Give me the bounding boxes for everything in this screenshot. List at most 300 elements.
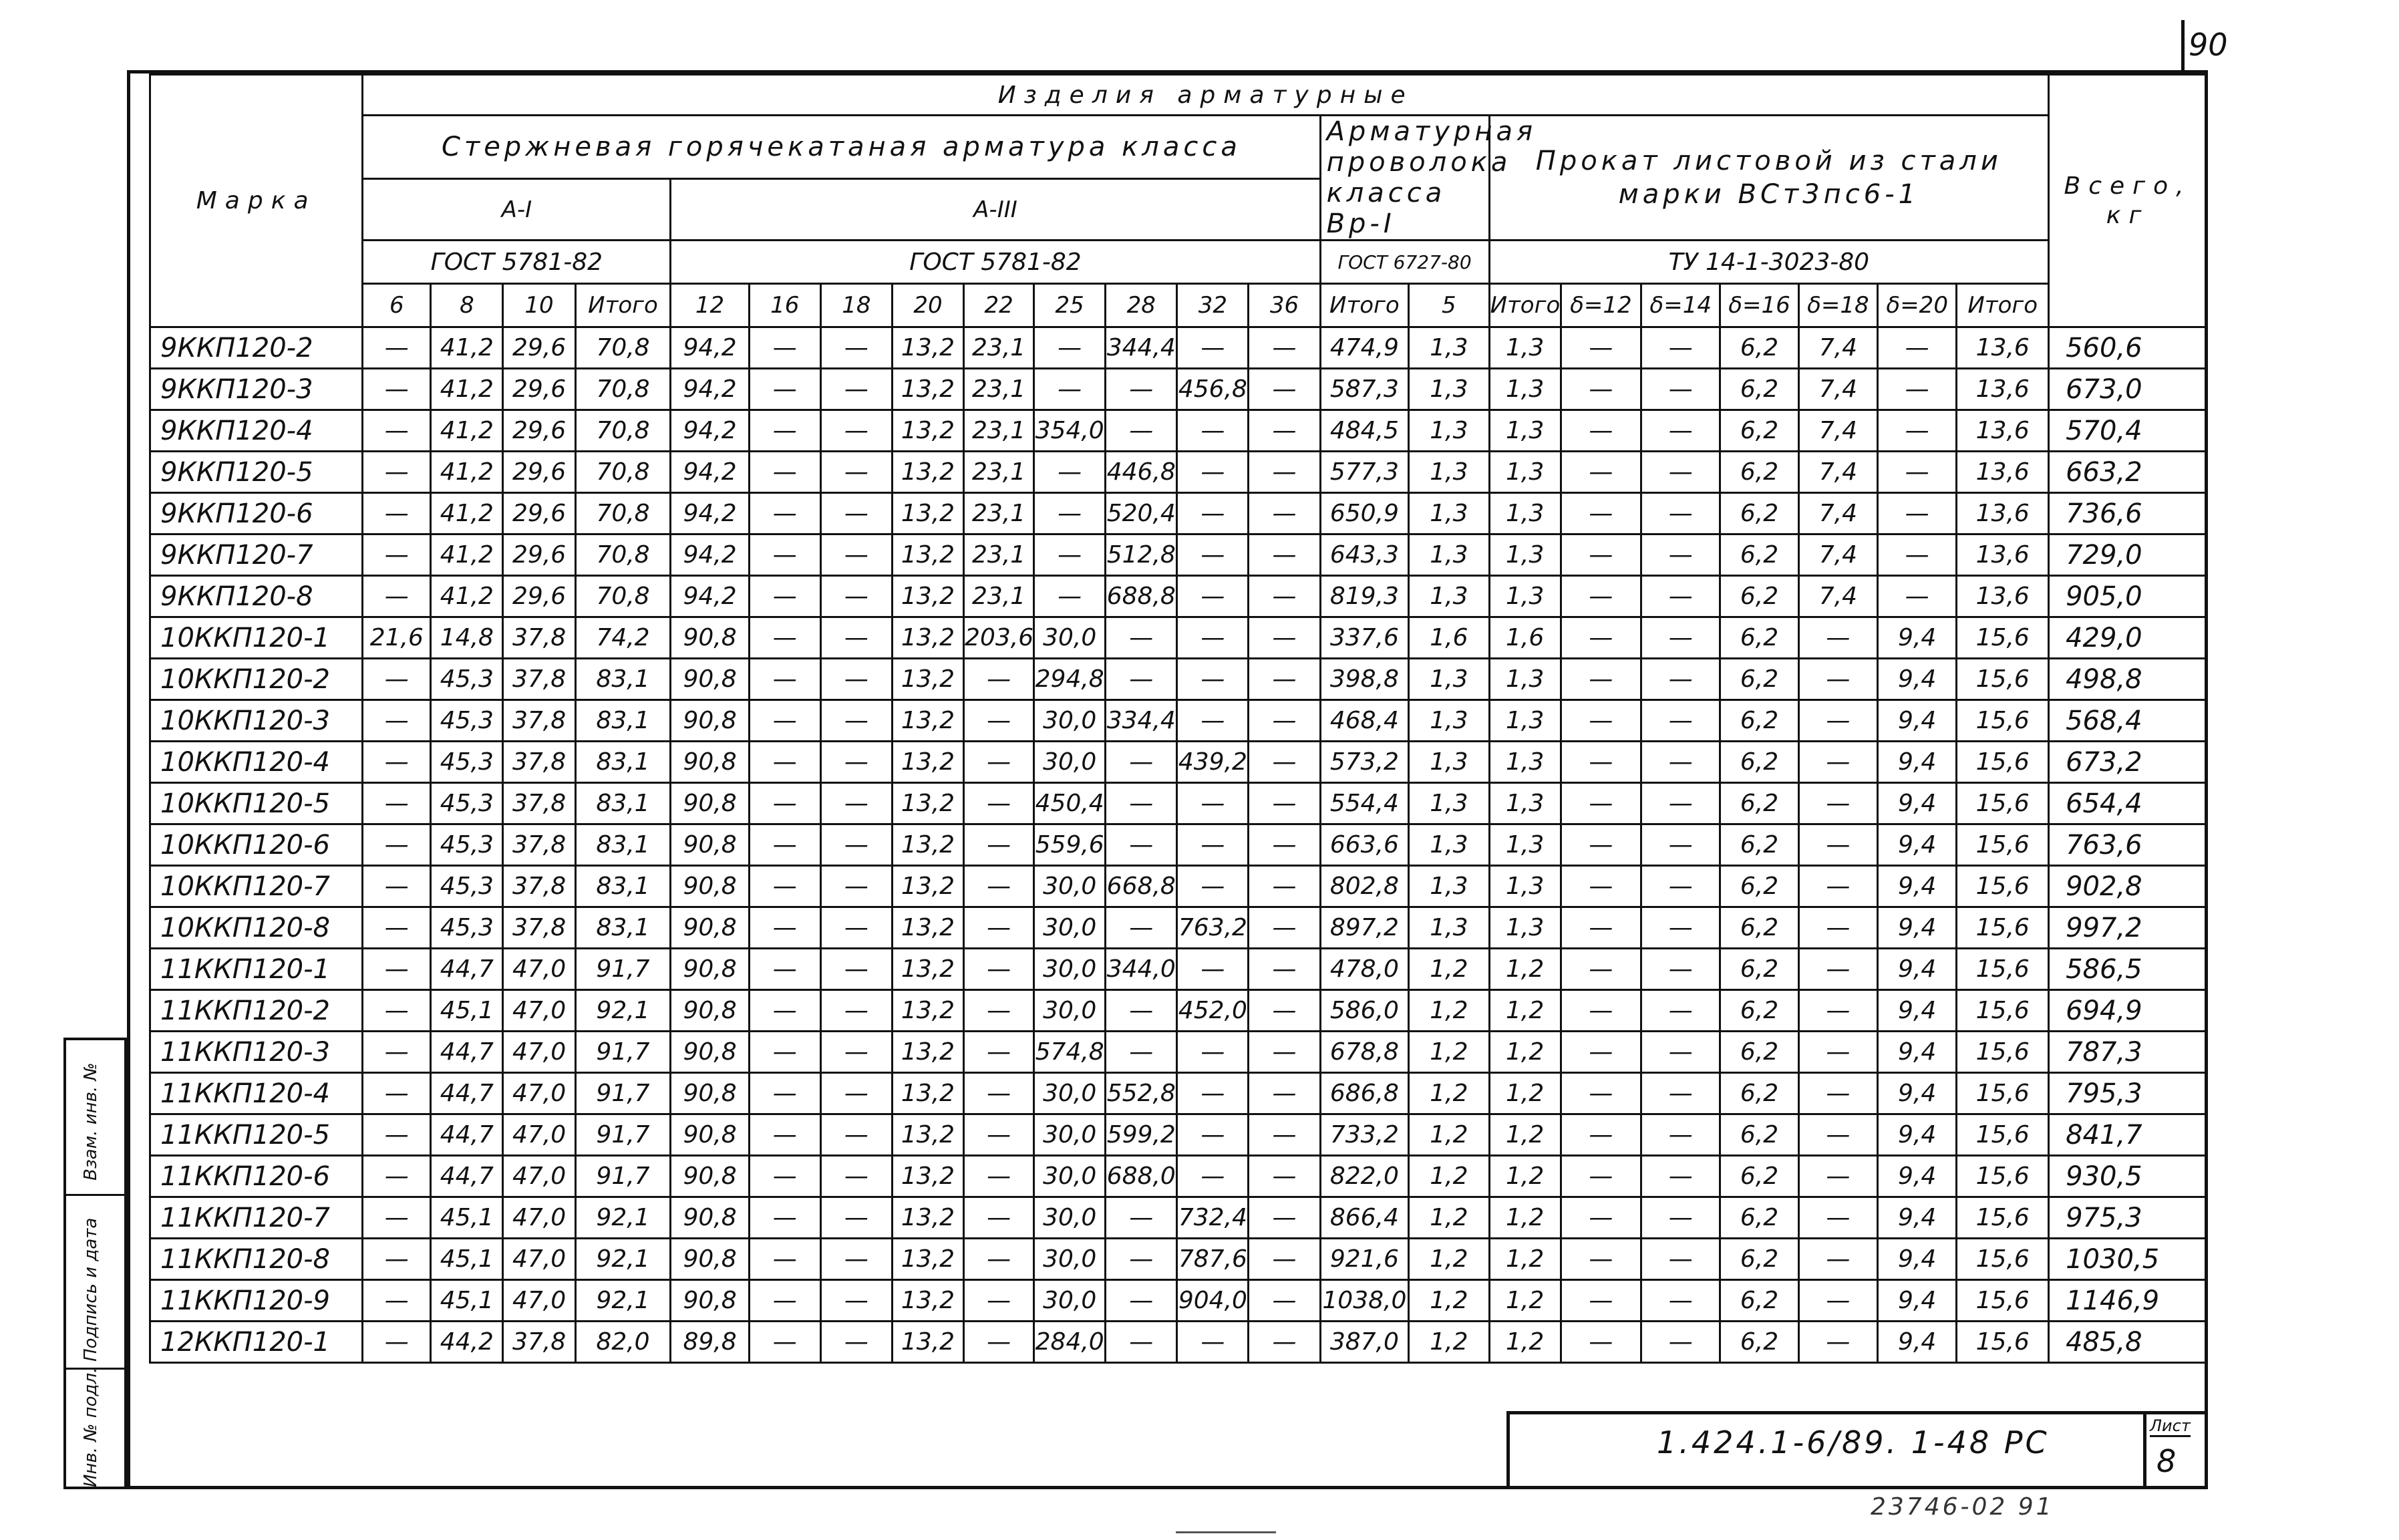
value-cell: — (1249, 866, 1320, 907)
value-cell: — (1878, 576, 1957, 617)
side-label-inv: Инв. № подл. (81, 1367, 101, 1487)
value-cell: 45,1 (431, 1197, 503, 1239)
mark-cell: 9ККП120-7 (150, 534, 363, 576)
value-cell: 663,6 (1320, 824, 1409, 866)
value-cell: 21,6 (363, 617, 431, 659)
value-cell: — (1249, 1239, 1320, 1280)
value-cell: 1,3 (1409, 452, 1489, 493)
value-cell: 688,0 (1106, 1156, 1177, 1197)
value-cell: 650,9 (1320, 493, 1409, 534)
value-cell: 91,7 (575, 949, 671, 990)
value-cell: — (820, 369, 892, 410)
value-cell: 92,1 (575, 990, 671, 1032)
value-cell: — (749, 1114, 820, 1156)
value-cell: — (1641, 866, 1720, 907)
value-cell: 23,1 (964, 410, 1034, 452)
value-cell: 732,4 (1177, 1197, 1249, 1239)
value-cell: — (1249, 700, 1320, 742)
value-cell: 37,8 (503, 1322, 575, 1363)
value-cell: — (964, 700, 1034, 742)
value-cell: 1,6 (1489, 617, 1561, 659)
value-cell: 643,3 (1320, 534, 1409, 576)
value-cell: — (363, 493, 431, 534)
value-cell: 94,2 (671, 576, 749, 617)
value-cell: 83,1 (575, 783, 671, 824)
value-cell: 47,0 (503, 990, 575, 1032)
value-cell: — (1561, 369, 1641, 410)
value-cell: 92,1 (575, 1280, 671, 1322)
value-cell: 6,2 (1720, 700, 1798, 742)
value-cell: 1,3 (1409, 534, 1489, 576)
value-cell: — (1641, 534, 1720, 576)
value-cell: 44,2 (431, 1322, 503, 1363)
value-cell: — (1106, 907, 1177, 949)
table-row (150, 1032, 2207, 1073)
value-cell: — (749, 949, 820, 990)
mark-cell: 10ККП120-6 (150, 824, 363, 866)
value-cell: 90,8 (671, 907, 749, 949)
value-cell: 91,7 (575, 1032, 671, 1073)
value-cell: — (1561, 742, 1641, 783)
value-cell: 41,2 (431, 452, 503, 493)
column-header: 8 (431, 284, 503, 327)
value-cell: — (363, 1114, 431, 1156)
value-cell: 1,3 (1409, 410, 1489, 452)
class-a1-header: A-I (363, 179, 671, 241)
column-header: 36 (1249, 284, 1320, 327)
value-cell: 15,6 (1957, 659, 2049, 700)
value-cell: 7,4 (1798, 534, 1877, 576)
value-cell: 37,8 (503, 866, 575, 907)
table-body (150, 327, 2207, 1471)
value-cell: 1,2 (1489, 1114, 1561, 1156)
value-cell: — (1106, 410, 1177, 452)
value-cell: 41,2 (431, 410, 503, 452)
value-cell: 30,0 (1034, 949, 1106, 990)
value-cell: — (820, 452, 892, 493)
value-cell: 6,2 (1720, 949, 1798, 990)
value-cell: — (1561, 327, 1641, 369)
value-cell: 7,4 (1798, 493, 1877, 534)
value-cell: 1,3 (1489, 452, 1561, 493)
value-cell: 44,7 (431, 1073, 503, 1114)
value-cell: — (820, 1073, 892, 1114)
value-cell: — (1106, 990, 1177, 1032)
value-cell: 13,2 (892, 1032, 963, 1073)
value-cell: 30,0 (1034, 617, 1106, 659)
value-cell: 446,8 (1106, 452, 1177, 493)
sheet-tu-header: ТУ 14-1-3023-80 (1489, 241, 2049, 284)
value-cell: 47,0 (503, 1197, 575, 1239)
value-cell: — (1177, 949, 1249, 990)
value-cell: 30,0 (1034, 1073, 1106, 1114)
value-cell: — (749, 369, 820, 410)
value-cell: 1,3 (1489, 327, 1561, 369)
value-cell: 9,4 (1878, 1322, 1957, 1363)
value-cell: 94,2 (671, 452, 749, 493)
value-cell: 37,8 (503, 742, 575, 783)
value-cell: — (1034, 576, 1106, 617)
value-cell: 47,0 (503, 1280, 575, 1322)
value-cell: — (1177, 410, 1249, 452)
value-cell: 1,2 (1409, 1114, 1489, 1156)
value-cell: 6,2 (1720, 1322, 1798, 1363)
table-row (150, 1322, 2207, 1363)
value-cell: 70,8 (575, 327, 671, 369)
value-cell: — (1798, 907, 1877, 949)
column-header: Итого (575, 284, 671, 327)
value-cell: 41,2 (431, 327, 503, 369)
value-cell: — (820, 534, 892, 576)
value-cell: 29,6 (503, 410, 575, 452)
value-cell: — (1561, 410, 1641, 452)
value-cell: — (749, 534, 820, 576)
value-cell: 478,0 (1320, 949, 1409, 990)
value-cell: 47,0 (503, 1239, 575, 1280)
value-cell: — (964, 866, 1034, 907)
value-cell: — (1641, 742, 1720, 783)
value-cell: 37,8 (503, 824, 575, 866)
value-cell: — (820, 410, 892, 452)
value-cell: 45,1 (431, 1280, 503, 1322)
value-cell: 29,6 (503, 576, 575, 617)
value-cell: 1,2 (1489, 1197, 1561, 1239)
value-cell: — (1106, 1322, 1177, 1363)
value-cell: 9,4 (1878, 949, 1957, 990)
value-cell: 45,3 (431, 700, 503, 742)
value-cell: 1,2 (1489, 1073, 1561, 1114)
value-cell: 13,2 (892, 493, 963, 534)
value-cell: 90,8 (671, 700, 749, 742)
value-cell: 13,2 (892, 1322, 963, 1363)
mark-cell: 11ККП120-1 (150, 949, 363, 990)
table-row (150, 534, 2207, 576)
value-cell: 6,2 (1720, 534, 1798, 576)
value-cell: — (1177, 659, 1249, 700)
value-cell: 587,3 (1320, 369, 1409, 410)
value-cell: 30,0 (1034, 700, 1106, 742)
total-cell: 729,0 (2049, 534, 2207, 576)
table-row (150, 783, 2207, 824)
value-cell: — (749, 824, 820, 866)
value-cell: — (964, 1280, 1034, 1322)
value-cell: 15,6 (1957, 700, 2049, 742)
value-cell: 6,2 (1720, 1239, 1798, 1280)
value-cell: 15,6 (1957, 1239, 2049, 1280)
value-cell: — (1249, 576, 1320, 617)
value-cell: 13,2 (892, 1156, 963, 1197)
value-cell: 822,0 (1320, 1156, 1409, 1197)
value-cell: 1038,0 (1320, 1280, 1409, 1322)
value-cell: 6,2 (1720, 990, 1798, 1032)
value-cell: — (1177, 700, 1249, 742)
value-cell: — (1641, 576, 1720, 617)
value-cell: 30,0 (1034, 1239, 1106, 1280)
total-cell: 930,5 (2049, 1156, 2207, 1197)
value-cell: 1,3 (1489, 534, 1561, 576)
value-cell: 45,3 (431, 824, 503, 866)
value-cell: — (749, 617, 820, 659)
value-cell: — (1177, 534, 1249, 576)
value-cell: — (1034, 452, 1106, 493)
value-cell: — (1106, 1239, 1177, 1280)
side-cell-inv (66, 1368, 124, 1492)
table-row (150, 452, 2207, 493)
column-header: 32 (1177, 284, 1249, 327)
value-cell: — (964, 990, 1034, 1032)
table-row (150, 617, 2207, 659)
value-cell: 13,2 (892, 742, 963, 783)
value-cell: — (1561, 1280, 1641, 1322)
value-cell: 6,2 (1720, 742, 1798, 783)
value-cell: 688,8 (1106, 576, 1177, 617)
value-cell: 13,2 (892, 783, 963, 824)
value-cell: 83,1 (575, 907, 671, 949)
value-cell: — (1641, 659, 1720, 700)
value-cell: 9,4 (1878, 659, 1957, 700)
value-cell: — (820, 1322, 892, 1363)
value-cell: — (1177, 824, 1249, 866)
value-cell: — (1641, 1032, 1720, 1073)
mark-cell: 9ККП120-2 (150, 327, 363, 369)
value-cell: 13,6 (1957, 452, 2049, 493)
value-cell: — (1249, 534, 1320, 576)
value-cell: 90,8 (671, 1239, 749, 1280)
mark-cell: 10ККП120-7 (150, 866, 363, 907)
table-row (150, 1156, 2207, 1197)
total-cell: 429,0 (2049, 617, 2207, 659)
value-cell: 1,3 (1489, 659, 1561, 700)
value-cell: 452,0 (1177, 990, 1249, 1032)
value-cell: — (1177, 866, 1249, 907)
value-cell: — (1177, 576, 1249, 617)
value-cell: — (1641, 369, 1720, 410)
mark-cell: 9ККП120-4 (150, 410, 363, 452)
value-cell: — (964, 824, 1034, 866)
value-cell: 9,4 (1878, 1032, 1957, 1073)
value-cell: — (1561, 617, 1641, 659)
value-cell: — (1249, 617, 1320, 659)
value-cell: — (820, 866, 892, 907)
value-cell: 91,7 (575, 1114, 671, 1156)
value-cell: — (1641, 452, 1720, 493)
value-cell: — (820, 1156, 892, 1197)
value-cell: 45,3 (431, 907, 503, 949)
value-cell: — (1106, 824, 1177, 866)
value-cell: 6,2 (1720, 1114, 1798, 1156)
value-cell: — (1106, 742, 1177, 783)
value-cell: — (1177, 452, 1249, 493)
value-cell: 15,6 (1957, 742, 2049, 783)
value-cell: — (1034, 493, 1106, 534)
value-cell: — (820, 1197, 892, 1239)
value-cell: 398,8 (1320, 659, 1409, 700)
value-cell: 91,7 (575, 1073, 671, 1114)
value-cell: 686,8 (1320, 1073, 1409, 1114)
value-cell: — (1249, 493, 1320, 534)
column-header: δ=12 (1561, 284, 1641, 327)
value-cell: 30,0 (1034, 1197, 1106, 1239)
value-cell: — (1561, 1032, 1641, 1073)
table-row (150, 742, 2207, 783)
value-cell: 13,2 (892, 576, 963, 617)
value-cell: 6,2 (1720, 1032, 1798, 1073)
value-cell: 13,2 (892, 452, 963, 493)
value-cell: 90,8 (671, 1032, 749, 1073)
table-row (150, 410, 2207, 452)
value-cell: 1,2 (1489, 1239, 1561, 1280)
value-cell: — (964, 1156, 1034, 1197)
value-cell: — (820, 1280, 892, 1322)
value-cell: — (1798, 742, 1877, 783)
column-header: 18 (820, 284, 892, 327)
value-cell: 819,3 (1320, 576, 1409, 617)
value-cell: 337,6 (1320, 617, 1409, 659)
value-cell: 13,2 (892, 617, 963, 659)
value-cell: 6,2 (1720, 866, 1798, 907)
total-cell: 568,4 (2049, 700, 2207, 742)
value-cell: 41,2 (431, 576, 503, 617)
value-cell: — (1878, 493, 1957, 534)
table-row (150, 659, 2207, 700)
value-cell: — (363, 783, 431, 824)
value-cell: 9,4 (1878, 866, 1957, 907)
value-cell: 90,8 (671, 1073, 749, 1114)
archive-stamp: 23746-02 91 (1871, 1493, 2054, 1521)
value-cell: 9,4 (1878, 990, 1957, 1032)
table-row (150, 907, 2207, 949)
value-cell: 6,2 (1720, 824, 1798, 866)
value-cell: 30,0 (1034, 866, 1106, 907)
value-cell: 468,4 (1320, 700, 1409, 742)
value-cell: 1,2 (1409, 1239, 1489, 1280)
value-cell: 904,0 (1177, 1280, 1249, 1322)
value-cell: — (1798, 783, 1877, 824)
value-cell: 92,1 (575, 1239, 671, 1280)
value-cell: 6,2 (1720, 493, 1798, 534)
value-cell: 94,2 (671, 534, 749, 576)
value-cell: 1,3 (1409, 327, 1489, 369)
value-cell: — (964, 742, 1034, 783)
value-cell: 23,1 (964, 534, 1034, 576)
value-cell: — (749, 990, 820, 1032)
wire-gost-header: ГОСТ 6727-80 (1320, 241, 1489, 284)
value-cell: — (363, 1032, 431, 1073)
total-cell: 654,4 (2049, 783, 2207, 824)
value-cell: 45,3 (431, 742, 503, 783)
value-cell: 1,2 (1489, 990, 1561, 1032)
value-cell: — (1034, 369, 1106, 410)
total-cell: 795,3 (2049, 1073, 2207, 1114)
value-cell: — (1641, 1197, 1720, 1239)
value-cell: — (1177, 493, 1249, 534)
value-cell: 45,3 (431, 783, 503, 824)
mark-cell: 11ККП120-9 (150, 1280, 363, 1322)
table-row (150, 1197, 2207, 1239)
column-header: δ=18 (1798, 284, 1877, 327)
value-cell: — (1106, 617, 1177, 659)
value-cell: 94,2 (671, 410, 749, 452)
value-cell: 13,2 (892, 369, 963, 410)
value-cell: 354,0 (1034, 410, 1106, 452)
value-cell: — (820, 700, 892, 742)
value-cell: 13,2 (892, 907, 963, 949)
side-cell-vzam (66, 1040, 124, 1194)
mark-cell: 10ККП120-5 (150, 783, 363, 824)
value-cell: — (1798, 1073, 1877, 1114)
value-cell: 7,4 (1798, 576, 1877, 617)
value-cell: 70,8 (575, 534, 671, 576)
table-row (150, 1280, 2207, 1322)
mark-cell: 10ККП120-8 (150, 907, 363, 949)
value-cell: — (363, 1280, 431, 1322)
value-cell: 90,8 (671, 1114, 749, 1156)
value-cell: — (363, 742, 431, 783)
value-cell: 29,6 (503, 452, 575, 493)
value-cell: 1,3 (1409, 907, 1489, 949)
value-cell: — (1034, 534, 1106, 576)
sheet-group-header: Прокат листовой из стали марки ВСт3пс6-1 (1489, 116, 2049, 241)
value-cell: 13,2 (892, 659, 963, 700)
mark-cell: 10ККП120-1 (150, 617, 363, 659)
value-cell: — (820, 1032, 892, 1073)
table-row (150, 1073, 2207, 1114)
value-cell: — (820, 783, 892, 824)
table-row (150, 327, 2207, 369)
sheet-number-tick (2181, 20, 2185, 71)
value-cell: 83,1 (575, 742, 671, 783)
value-cell: — (363, 1322, 431, 1363)
value-cell: — (1249, 1322, 1320, 1363)
value-cell: 387,0 (1320, 1322, 1409, 1363)
value-cell: 41,2 (431, 369, 503, 410)
value-cell: — (749, 1239, 820, 1280)
value-cell: 15,6 (1957, 1032, 2049, 1073)
value-cell: — (1249, 659, 1320, 700)
value-cell: 13,2 (892, 327, 963, 369)
rod-group-header: Стержневая горячекатаная арматура класса (363, 116, 1320, 179)
value-cell: — (749, 907, 820, 949)
value-cell: 1,3 (1489, 369, 1561, 410)
column-header: 28 (1106, 284, 1177, 327)
value-cell: 1,3 (1489, 742, 1561, 783)
value-cell: — (1641, 1156, 1720, 1197)
value-cell: — (964, 659, 1034, 700)
value-cell: 1,3 (1409, 700, 1489, 742)
value-cell: 1,2 (1489, 1280, 1561, 1322)
value-cell: 203,6 (964, 617, 1034, 659)
value-cell: 13,6 (1957, 327, 2049, 369)
value-cell: 7,4 (1798, 369, 1877, 410)
value-cell: 484,5 (1320, 410, 1409, 452)
value-cell: 29,6 (503, 369, 575, 410)
value-cell: 13,6 (1957, 410, 2049, 452)
mark-cell: 11ККП120-4 (150, 1073, 363, 1114)
value-cell: — (749, 1032, 820, 1073)
total-cell: 673,0 (2049, 369, 2207, 410)
mark-cell: 10ККП120-4 (150, 742, 363, 783)
value-cell: — (363, 534, 431, 576)
value-cell: — (1641, 783, 1720, 824)
value-cell: — (749, 1156, 820, 1197)
value-cell: — (1561, 534, 1641, 576)
value-cell: 9,4 (1878, 1197, 1957, 1239)
value-cell: 668,8 (1106, 866, 1177, 907)
value-cell: 45,1 (431, 1239, 503, 1280)
value-cell: 15,6 (1957, 824, 2049, 866)
column-header: 5 (1409, 284, 1489, 327)
value-cell: 47,0 (503, 1032, 575, 1073)
